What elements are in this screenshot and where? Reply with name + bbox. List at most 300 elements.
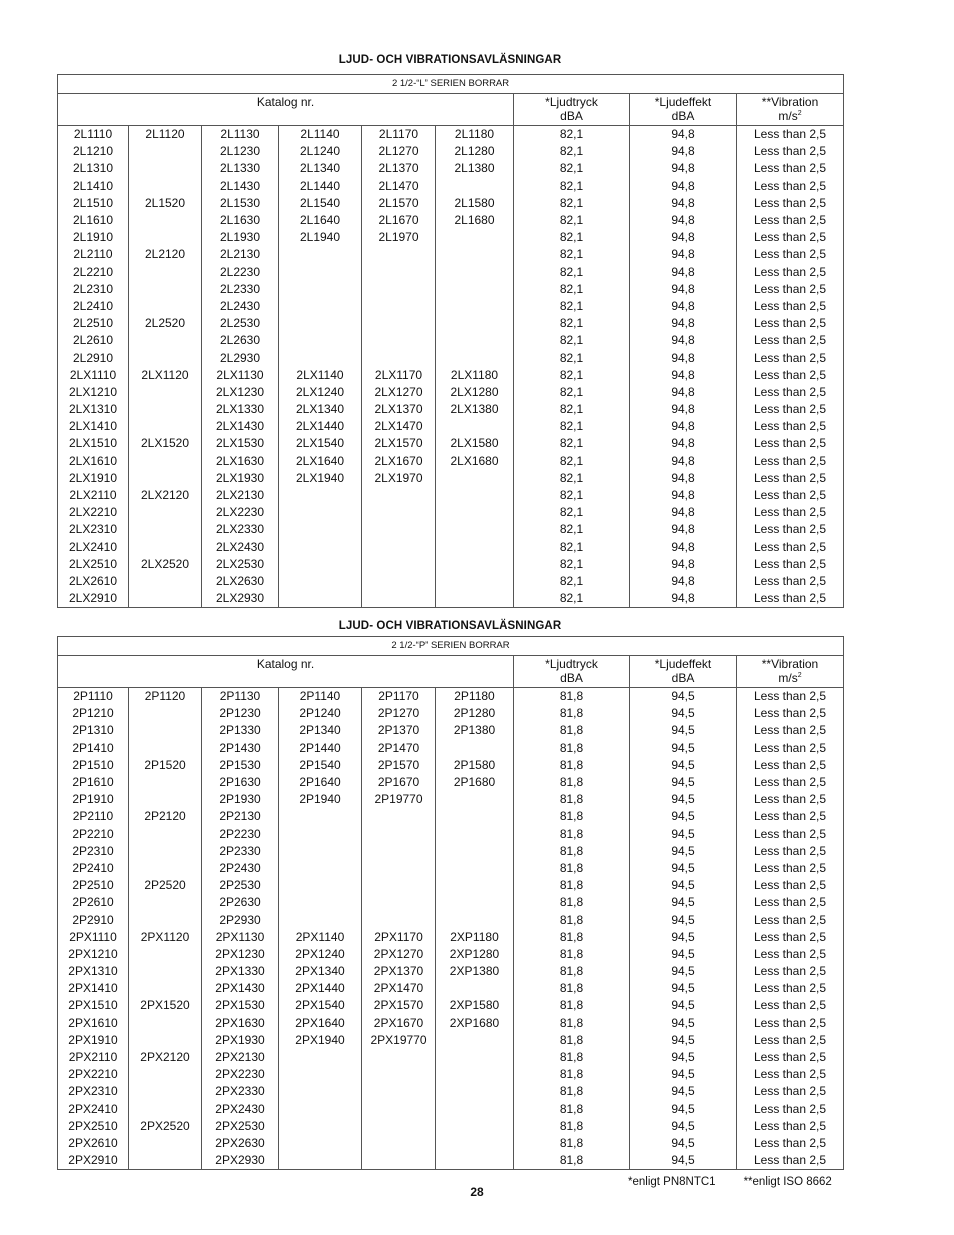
catalog-3: 2L2930 [202, 349, 279, 366]
catalog-3: 2PX2430 [202, 1101, 279, 1118]
catalog-2 [129, 705, 202, 722]
vibration-value: Less than 2,5 [737, 418, 844, 435]
header-vibration: **Vibration $m/s^2$ [737, 656, 844, 688]
ljudtryck-value: 81,8 [514, 1083, 630, 1100]
ljudeffekt-value: 94,8 [630, 315, 737, 332]
catalog-6: 2LX1580 [436, 435, 514, 452]
catalog-5 [362, 487, 436, 504]
ljudeffekt-value: 94,5 [630, 740, 737, 757]
table-row [58, 688, 844, 706]
catalog-5: 2L1570 [362, 195, 436, 212]
table-row [58, 453, 844, 470]
vibration-value: Less than 2,5 [737, 126, 844, 144]
table-row [58, 946, 844, 963]
vibration-value: Less than 2,5 [737, 705, 844, 722]
vibration-value: Less than 2,5 [737, 946, 844, 963]
catalog-6 [436, 178, 514, 195]
ljudeffekt-value: 94,5 [630, 929, 737, 946]
table-row [58, 590, 844, 608]
catalog-5: 2P1470 [362, 740, 436, 757]
catalog-5: 2PX1670 [362, 1015, 436, 1032]
catalog-1: 2P2310 [58, 843, 129, 860]
catalog-5: 2P1170 [362, 688, 436, 706]
vibration-value: Less than 2,5 [737, 877, 844, 894]
catalog-2: 2P1520 [129, 757, 202, 774]
vibration-value: Less than 2,5 [737, 688, 844, 706]
ljudeffekt-value: 94,5 [630, 808, 737, 825]
ljudeffekt-value: 94,8 [630, 332, 737, 349]
catalog-1: 2LX2410 [58, 539, 129, 556]
ljudeffekt-value: 94,5 [630, 877, 737, 894]
catalog-6: 2LX1280 [436, 384, 514, 401]
table-row [58, 877, 844, 894]
catalog-2 [129, 1101, 202, 1118]
vibration-value: Less than 2,5 [737, 722, 844, 739]
catalog-5 [362, 860, 436, 877]
vibration-value: Less than 2,5 [737, 980, 844, 997]
catalog-4: 2L1640 [279, 212, 362, 229]
table-row [58, 160, 844, 177]
ljudeffekt-value: 94,5 [630, 791, 737, 808]
ljudtryck-value: 81,8 [514, 757, 630, 774]
table-row [58, 212, 844, 229]
catalog-3: 2PX2330 [202, 1083, 279, 1100]
catalog-3: 2P1630 [202, 774, 279, 791]
ljudeffekt-value: 94,8 [630, 367, 737, 384]
catalog-2: 2LX2120 [129, 487, 202, 504]
catalog-6 [436, 894, 514, 911]
catalog-3: 2PX2930 [202, 1152, 279, 1170]
catalog-6 [436, 418, 514, 435]
ljudtryck-value: 81,8 [514, 1032, 630, 1049]
ljudeffekt-value: 94,8 [630, 487, 737, 504]
catalog-5: 2L1970 [362, 229, 436, 246]
table-row [58, 894, 844, 911]
table-row [58, 1083, 844, 1100]
catalog-6 [436, 504, 514, 521]
vibration-value: Less than 2,5 [737, 229, 844, 246]
catalog-4 [279, 1135, 362, 1152]
table-row [58, 826, 844, 843]
catalog-4 [279, 281, 362, 298]
table-row [58, 963, 844, 980]
ljudeffekt-value: 94,8 [630, 435, 737, 452]
ljudtryck-value: 81,8 [514, 911, 630, 928]
catalog-2: 2LX1120 [129, 367, 202, 384]
ljudeffekt-value: 94,8 [630, 401, 737, 418]
catalog-5 [362, 877, 436, 894]
catalog-6 [436, 264, 514, 281]
header-ljudeffekt: *Ljudeffekt dBA [630, 94, 737, 126]
ljudtryck-value: 81,8 [514, 688, 630, 706]
catalog-1: 2L1410 [58, 178, 129, 195]
catalog-3: 2LX2430 [202, 539, 279, 556]
catalog-6: 2XP1280 [436, 946, 514, 963]
catalog-3: 2L2630 [202, 332, 279, 349]
table-row [58, 1066, 844, 1083]
catalog-1: 2L1210 [58, 143, 129, 160]
ljudeffekt-value: 94,5 [630, 911, 737, 928]
catalog-2 [129, 980, 202, 997]
table-row [58, 143, 844, 160]
vibration-value: Less than 2,5 [737, 315, 844, 332]
catalog-1: 2L2510 [58, 315, 129, 332]
catalog-3: 2PX1130 [202, 929, 279, 946]
catalog-1: 2LX1210 [58, 384, 129, 401]
catalog-5: 2L1470 [362, 178, 436, 195]
catalog-4: 2PX1540 [279, 997, 362, 1014]
ljudtryck-value: 82,1 [514, 435, 630, 452]
catalog-4: 2PX1140 [279, 929, 362, 946]
vibration-value: Less than 2,5 [737, 590, 844, 608]
ljudtryck-value: 81,8 [514, 722, 630, 739]
catalog-4 [279, 556, 362, 573]
vibration-value: Less than 2,5 [737, 556, 844, 573]
ljudeffekt-value: 94,5 [630, 1049, 737, 1066]
vibration-value: Less than 2,5 [737, 143, 844, 160]
catalog-5 [362, 298, 436, 315]
catalog-2: 2L2120 [129, 246, 202, 263]
ljudeffekt-value: 94,8 [630, 470, 737, 487]
catalog-3: 2PX2530 [202, 1118, 279, 1135]
vibration-value: Less than 2,5 [737, 264, 844, 281]
catalog-4: 2LX1540 [279, 435, 362, 452]
ljudtryck-value: 81,8 [514, 740, 630, 757]
catalog-4 [279, 911, 362, 928]
header-vibration: **Vibration $m/s^2$ [737, 94, 844, 126]
vibration-value: Less than 2,5 [737, 539, 844, 556]
catalog-5 [362, 539, 436, 556]
table-row [58, 980, 844, 997]
catalog-1: 2P2610 [58, 894, 129, 911]
ljudeffekt-value: 94,5 [630, 826, 737, 843]
vibration-value: Less than 2,5 [737, 808, 844, 825]
ljudtryck-value: 82,1 [514, 573, 630, 590]
catalog-2 [129, 504, 202, 521]
catalog-2 [129, 453, 202, 470]
vibration-value: Less than 2,5 [737, 791, 844, 808]
ljudeffekt-value: 94,5 [630, 688, 737, 706]
ljudtryck-value: 82,1 [514, 556, 630, 573]
catalog-2 [129, 590, 202, 608]
table-row [58, 808, 844, 825]
catalog-2 [129, 212, 202, 229]
catalog-1: 2PX2210 [58, 1066, 129, 1083]
catalog-2 [129, 860, 202, 877]
catalog-1: 2L2210 [58, 264, 129, 281]
catalog-5 [362, 349, 436, 366]
catalog-2 [129, 281, 202, 298]
catalog-1: 2L2910 [58, 349, 129, 366]
catalog-1: 2LX1510 [58, 435, 129, 452]
vibration-value: Less than 2,5 [737, 1118, 844, 1135]
catalog-4 [279, 1066, 362, 1083]
catalog-4 [279, 590, 362, 608]
vibration-value: Less than 2,5 [737, 332, 844, 349]
catalog-1: 2LX1110 [58, 367, 129, 384]
catalog-5 [362, 1083, 436, 1100]
catalog-2: 2PX2120 [129, 1049, 202, 1066]
vibration-value: Less than 2,5 [737, 1101, 844, 1118]
catalog-6 [436, 740, 514, 757]
catalog-6: 2XP1580 [436, 997, 514, 1014]
catalog-3: 2L1530 [202, 195, 279, 212]
ljudtryck-value: 81,8 [514, 774, 630, 791]
catalog-5: 2PX1570 [362, 997, 436, 1014]
catalog-5: 2LX1470 [362, 418, 436, 435]
catalog-6 [436, 1152, 514, 1170]
catalog-6: 2P1280 [436, 705, 514, 722]
catalog-2 [129, 229, 202, 246]
ljudeffekt-value: 94,5 [630, 722, 737, 739]
vibration-value: Less than 2,5 [737, 963, 844, 980]
catalog-3: 2P1130 [202, 688, 279, 706]
table-row [58, 418, 844, 435]
ljudeffekt-value: 94,8 [630, 539, 737, 556]
catalog-6 [436, 1135, 514, 1152]
catalog-1: 2P2210 [58, 826, 129, 843]
ljudtryck-value: 81,8 [514, 826, 630, 843]
catalog-5: 2L1270 [362, 143, 436, 160]
catalog-1: 2LX1610 [58, 453, 129, 470]
catalog-3: 2LX2930 [202, 590, 279, 608]
catalog-5 [362, 590, 436, 608]
table-row [58, 281, 844, 298]
vibration-value: Less than 2,5 [737, 843, 844, 860]
vibration-value: Less than 2,5 [737, 401, 844, 418]
ljudtryck-value: 81,8 [514, 877, 630, 894]
catalog-6: 2LX1380 [436, 401, 514, 418]
catalog-2: 2PX2520 [129, 1118, 202, 1135]
series-title: 2 1/2-“P” SERIEN BORRAR [58, 637, 844, 656]
ljudeffekt-value: 94,5 [630, 1118, 737, 1135]
catalog-4 [279, 349, 362, 366]
catalog-3: 2LX2530 [202, 556, 279, 573]
ljudtryck-value: 82,1 [514, 367, 630, 384]
catalog-6 [436, 877, 514, 894]
catalog-6 [436, 556, 514, 573]
catalog-2 [129, 911, 202, 928]
catalog-1: 2LX2510 [58, 556, 129, 573]
catalog-3: 2P1230 [202, 705, 279, 722]
catalog-2 [129, 791, 202, 808]
catalog-2 [129, 384, 202, 401]
catalog-2 [129, 1015, 202, 1032]
catalog-4: 2PX1440 [279, 980, 362, 997]
catalog-5: 2P19770 [362, 791, 436, 808]
catalog-1: 2LX1910 [58, 470, 129, 487]
catalog-5 [362, 1066, 436, 1083]
catalog-5: 2LX1670 [362, 453, 436, 470]
catalog-5: 2L1370 [362, 160, 436, 177]
catalog-2 [129, 894, 202, 911]
vibration-value: Less than 2,5 [737, 178, 844, 195]
catalog-1: 2P1410 [58, 740, 129, 757]
ljudtryck-value: 81,8 [514, 1015, 630, 1032]
catalog-1: 2PX2510 [58, 1118, 129, 1135]
ljudeffekt-value: 94,5 [630, 1135, 737, 1152]
table-l-series [57, 74, 844, 608]
ljudeffekt-value: 94,8 [630, 453, 737, 470]
vibration-value: Less than 2,5 [737, 367, 844, 384]
ljudtryck-value: 81,8 [514, 1049, 630, 1066]
catalog-6: 2P1380 [436, 722, 514, 739]
catalog-4: 2PX1940 [279, 1032, 362, 1049]
catalog-4 [279, 1101, 362, 1118]
catalog-3: 2LX2630 [202, 573, 279, 590]
vibration-value: Less than 2,5 [737, 384, 844, 401]
catalog-5: 2PX1170 [362, 929, 436, 946]
catalog-4 [279, 1083, 362, 1100]
catalog-2: 2LX2520 [129, 556, 202, 573]
catalog-5: 2L1170 [362, 126, 436, 144]
catalog-2: 2P2520 [129, 877, 202, 894]
table-row [58, 539, 844, 556]
catalog-2 [129, 470, 202, 487]
ljudeffekt-value: 94,8 [630, 160, 737, 177]
ljudeffekt-value: 94,5 [630, 946, 737, 963]
catalog-3: 2LX1330 [202, 401, 279, 418]
catalog-4: 2PX1640 [279, 1015, 362, 1032]
table-row [58, 401, 844, 418]
table-row [58, 1118, 844, 1135]
vibration-value: Less than 2,5 [737, 1152, 844, 1170]
catalog-2 [129, 143, 202, 160]
vibration-value: Less than 2,5 [737, 1135, 844, 1152]
catalog-2 [129, 740, 202, 757]
ljudtryck-value: 82,1 [514, 264, 630, 281]
catalog-5: 2PX19770 [362, 1032, 436, 1049]
catalog-4 [279, 298, 362, 315]
vibration-value: Less than 2,5 [737, 997, 844, 1014]
ljudeffekt-value: 94,5 [630, 757, 737, 774]
catalog-6 [436, 826, 514, 843]
catalog-4: 2L1440 [279, 178, 362, 195]
vibration-value: Less than 2,5 [737, 470, 844, 487]
catalog-1: 2P1610 [58, 774, 129, 791]
table-row [58, 911, 844, 928]
catalog-5 [362, 315, 436, 332]
ljudeffekt-value: 94,5 [630, 705, 737, 722]
catalog-2 [129, 539, 202, 556]
catalog-4 [279, 1118, 362, 1135]
catalog-5: 2P1270 [362, 705, 436, 722]
catalog-5: 2PX1470 [362, 980, 436, 997]
header-catalog: Katalog nr. [58, 656, 514, 688]
catalog-6 [436, 281, 514, 298]
catalog-3: 2PX1630 [202, 1015, 279, 1032]
ljudtryck-value: 81,8 [514, 963, 630, 980]
ljudeffekt-value: 94,8 [630, 590, 737, 608]
catalog-5 [362, 843, 436, 860]
table-row [58, 774, 844, 791]
table-row [58, 504, 844, 521]
catalog-3: 2L1630 [202, 212, 279, 229]
catalog-4: 2L1240 [279, 143, 362, 160]
catalog-1: 2P2510 [58, 877, 129, 894]
catalog-6 [436, 980, 514, 997]
catalog-6 [436, 349, 514, 366]
vibration-value: Less than 2,5 [737, 929, 844, 946]
table-row [58, 264, 844, 281]
ljudtryck-value: 82,1 [514, 349, 630, 366]
catalog-2: 2P1120 [129, 688, 202, 706]
catalog-1: 2P1310 [58, 722, 129, 739]
catalog-1: 2PX2910 [58, 1152, 129, 1170]
catalog-1: 2LX1310 [58, 401, 129, 418]
vibration-value: Less than 2,5 [737, 1032, 844, 1049]
vibration-value: Less than 2,5 [737, 453, 844, 470]
catalog-4 [279, 332, 362, 349]
ljudtryck-value: 82,1 [514, 315, 630, 332]
ljudeffekt-value: 94,5 [630, 1066, 737, 1083]
vibration-value: Less than 2,5 [737, 487, 844, 504]
catalog-5: 2L1670 [362, 212, 436, 229]
header-ljudtryck: *Ljudtryck dBA [514, 656, 630, 688]
catalog-4 [279, 808, 362, 825]
table-row [58, 757, 844, 774]
catalog-3: 2L1230 [202, 143, 279, 160]
vibration-value: Less than 2,5 [737, 1083, 844, 1100]
catalog-5 [362, 1135, 436, 1152]
catalog-5: 2P1370 [362, 722, 436, 739]
table-row [58, 843, 844, 860]
catalog-3: 2PX2230 [202, 1066, 279, 1083]
catalog-1: 2P2110 [58, 808, 129, 825]
catalog-5 [362, 332, 436, 349]
vibration-value: Less than 2,5 [737, 911, 844, 928]
catalog-2 [129, 722, 202, 739]
catalog-3: 2PX1230 [202, 946, 279, 963]
vibration-value: Less than 2,5 [737, 573, 844, 590]
ljudtryck-value: 81,8 [514, 946, 630, 963]
catalog-4 [279, 539, 362, 556]
catalog-6: 2L1180 [436, 126, 514, 144]
catalog-6 [436, 315, 514, 332]
catalog-1: 2LX2310 [58, 521, 129, 538]
catalog-2 [129, 332, 202, 349]
ljudtryck-value: 81,8 [514, 929, 630, 946]
ljudeffekt-value: 94,8 [630, 349, 737, 366]
ljudeffekt-value: 94,8 [630, 264, 737, 281]
ljudtryck-value: 82,1 [514, 401, 630, 418]
catalog-6: 2LX1680 [436, 453, 514, 470]
vibration-value: Less than 2,5 [737, 504, 844, 521]
ljudeffekt-value: 94,5 [630, 843, 737, 860]
table-row [58, 1015, 844, 1032]
catalog-6 [436, 911, 514, 928]
table-row [58, 521, 844, 538]
catalog-2 [129, 1032, 202, 1049]
catalog-3: 2PX1330 [202, 963, 279, 980]
catalog-5: 2LX1570 [362, 435, 436, 452]
catalog-1: 2P2410 [58, 860, 129, 877]
ljudeffekt-value: 94,8 [630, 195, 737, 212]
catalog-4: 2L1540 [279, 195, 362, 212]
catalog-4 [279, 826, 362, 843]
catalog-1: 2PX2410 [58, 1101, 129, 1118]
vibration-value: Less than 2,5 [737, 246, 844, 263]
catalog-1: 2PX1410 [58, 980, 129, 997]
catalog-4: 2P1940 [279, 791, 362, 808]
catalog-6 [436, 470, 514, 487]
catalog-6 [436, 298, 514, 315]
ljudeffekt-value: 94,5 [630, 1015, 737, 1032]
catalog-2 [129, 521, 202, 538]
catalog-3: 2L1430 [202, 178, 279, 195]
catalog-4 [279, 877, 362, 894]
catalog-3: 2PX2130 [202, 1049, 279, 1066]
